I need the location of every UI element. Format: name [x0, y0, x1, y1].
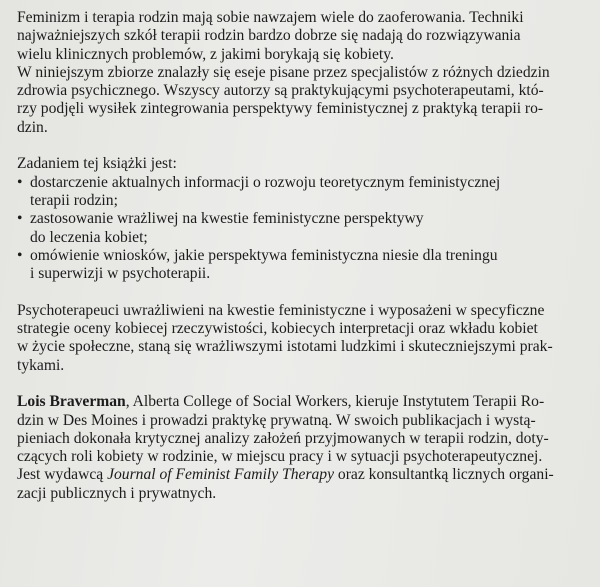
text-line: dzin.	[17, 118, 48, 136]
paragraph-gap	[17, 375, 588, 393]
text-line: najważniejszych szkół terapii rodzin bardzo dobrze się nadają do rozwiązywania	[17, 27, 521, 45]
journal-title: Journal of Feminist Family Therapy	[107, 466, 335, 484]
paragraph-gap	[17, 283, 588, 301]
text-line: zacji publicznych i prywatnych.	[17, 484, 217, 502]
bullet-text: i superwizji w psychoterapii.	[30, 265, 211, 283]
text-line: strategie oceny kobiecej rzeczywistości, kobiecych interpretacji oraz wkładu kobiet	[17, 320, 538, 338]
text-line: Jest wydawcą	[17, 466, 108, 484]
bullet-icon: •	[17, 173, 23, 191]
bullet-text: zastosowanie wrażliwej na kwestie feministyczne perspektywy	[30, 210, 424, 228]
bullet-text: terapii rodzin;	[30, 191, 118, 209]
text-line: , Alberta College of Social Workers, kieruje Instytutem Terapii Ro-	[125, 393, 545, 411]
text-line: W niniejszym zbiorze znalazły się eseje pisane przez specjalistów z różnych dziedzin	[17, 63, 550, 81]
text-line: Psychoterapeuci uwrażliwieni na kwestie feministyczne i wyposażeni w specyficzne	[17, 301, 545, 319]
bullet-text: dostarczenie aktualnych informacji o rozwoju teoretycznym feministycznej	[30, 173, 501, 191]
text-line: dzin w Des Moines i prowadzi praktykę prywatną. W swoich publikacjach i wystą-	[17, 411, 536, 429]
psychotherapists-paragraph	[17, 302, 588, 375]
bullet-text: do leczenia kobiet;	[30, 228, 148, 246]
text-line: w życie społeczne, staną się wrażliwszymi istotami ludzkimi i skuteczniejszymi prak-	[17, 338, 553, 356]
text-line: czących roli kobiety w rodzinie, w miejscu pracy i w sytuacji psychoterapeutycznej.	[17, 448, 543, 466]
bullet-icon: •	[17, 210, 23, 228]
bullet-text: omówienie wniosków, jakie perspektywa feministyczna niesie dla treningu	[30, 246, 498, 264]
text-line: pieniach dokonała krytycznej analizy założeń przyjmowanych w terapii rodzin, doty-	[17, 429, 549, 447]
bullet-item	[17, 210, 588, 247]
text-line: zdrowia psychicznego. Wszyscy autorzy są praktykującymi psychoterapeutami, któ-	[17, 82, 544, 100]
intro-paragraph	[17, 9, 588, 137]
author-name: Lois Braverman	[17, 393, 126, 411]
bullet-item	[17, 247, 588, 284]
paragraph-gap	[17, 137, 588, 155]
text-line: tykami.	[17, 356, 65, 374]
tasks-section	[17, 155, 588, 283]
tasks-intro: Zadaniem tej książki jest:	[17, 155, 177, 173]
bullet-icon: •	[17, 246, 23, 264]
text-line: Feminizm i terapia rodzin mają sobie nawzajem wiele do zaoferowania. Techniki	[17, 9, 524, 26]
text-line: oraz konsultantką licznych organi-	[334, 466, 554, 484]
bullet-item	[17, 174, 588, 211]
author-bio	[17, 393, 588, 503]
text-line: rzy podjęli wysiłek zintegrowania perspektywy feministycznej z praktyką terapii ro-	[17, 100, 544, 118]
text-line: wielu klinicznych problemów, z jakimi borykają się kobiety.	[17, 45, 394, 63]
